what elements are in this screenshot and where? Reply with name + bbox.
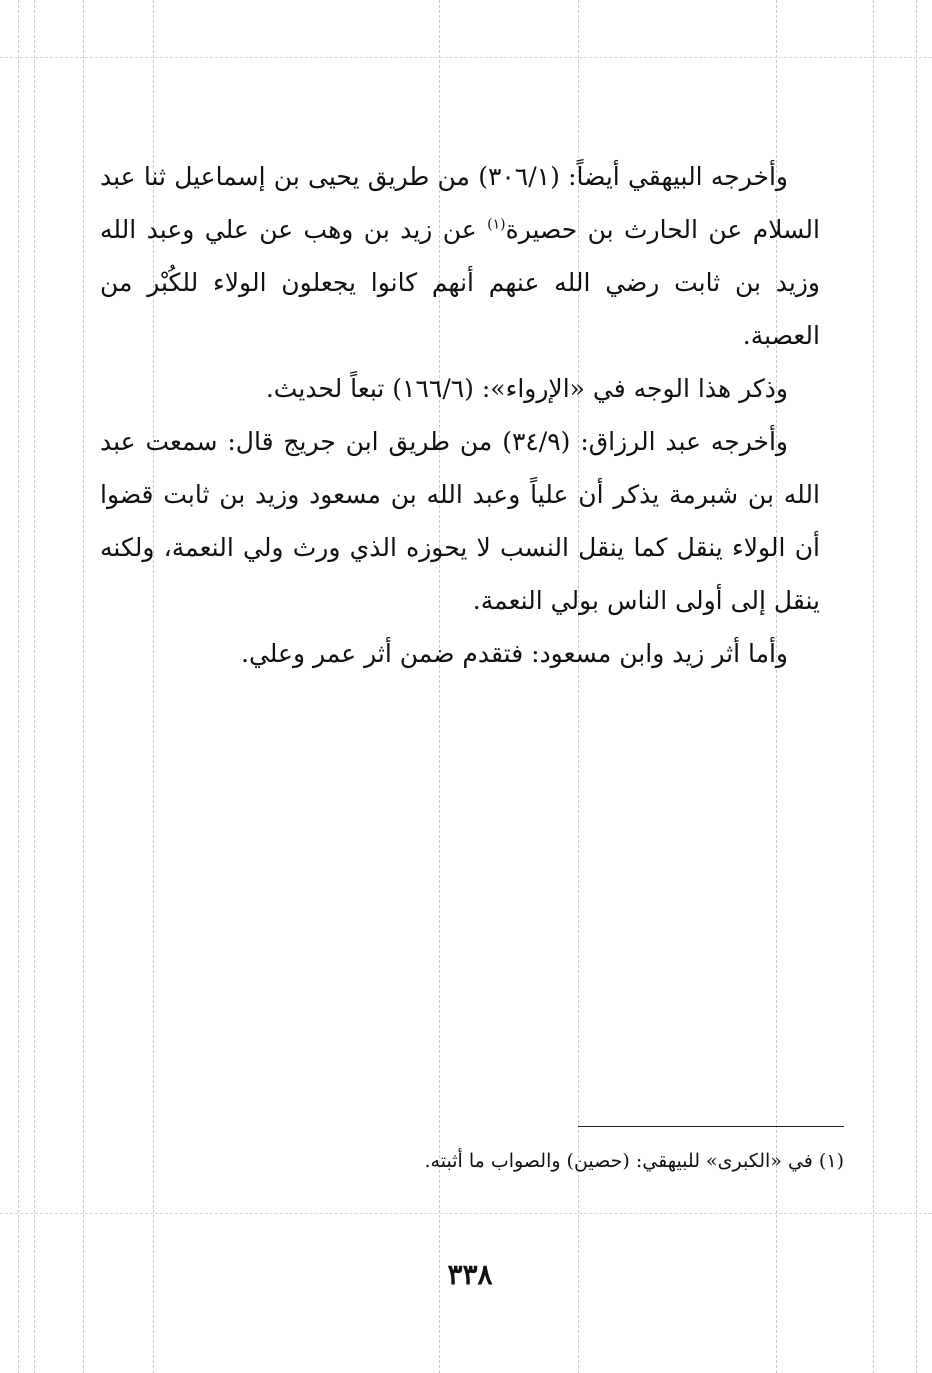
footnote: (١) في «الكبرى» للبيهقي: (حصين) والصواب ما أثبته. <box>424 1150 844 1172</box>
scan-guide-line <box>34 0 35 1373</box>
scan-guide-line <box>873 0 874 1373</box>
body-paragraph: وذكر هذا الوجه في «الإرواء»: (١٦٦/٦) تبعاً لحديث. <box>265 374 788 403</box>
footnote-reference: (١) <box>487 216 506 233</box>
scan-guide-line <box>0 57 932 58</box>
paragraph-text: وأخرجه البيهقي أيضاً: (٣٠٦/١) من طريق يحيى بن إسماعيل ثنا عبد السلام عن الحارث بن حصيرة <box>100 162 820 244</box>
scan-guide-line <box>18 0 19 1373</box>
page-number: ٣٣٨ <box>447 1258 493 1291</box>
scan-guide-line <box>0 1213 932 1214</box>
scan-guide-line <box>916 0 917 1373</box>
body-paragraph <box>100 150 820 362</box>
body-paragraph: وأما أثر زيد وابن مسعود: فتقدم ضمن أثر عمر وعلي. <box>241 639 788 668</box>
paragraph-text: عن زيد بن وهب عن علي وعبد الله وزيد بن ثابت رضي الله عنهم أنهم كانوا يجعلون الولاء للكُبْر من العصبة. <box>100 215 820 350</box>
body-paragraph: وأخرجه عبد الرزاق: (٣٤/٩) من طريق ابن جريج قال: سمعت عبد الله بن شبرمة يذكر أن علياً وعبد الله بن مسعود وزيد بن ثابت قضوا أن الولاء ينقل كما ينقل النسب لا يحوزه الذي ورث ولي النعمة، ولكنه ينقل إلى أولى الناس بولي النعمة. <box>100 427 820 615</box>
footnote-separator <box>578 1126 844 1127</box>
page-body <box>100 150 820 680</box>
scan-guide-line <box>83 0 84 1373</box>
